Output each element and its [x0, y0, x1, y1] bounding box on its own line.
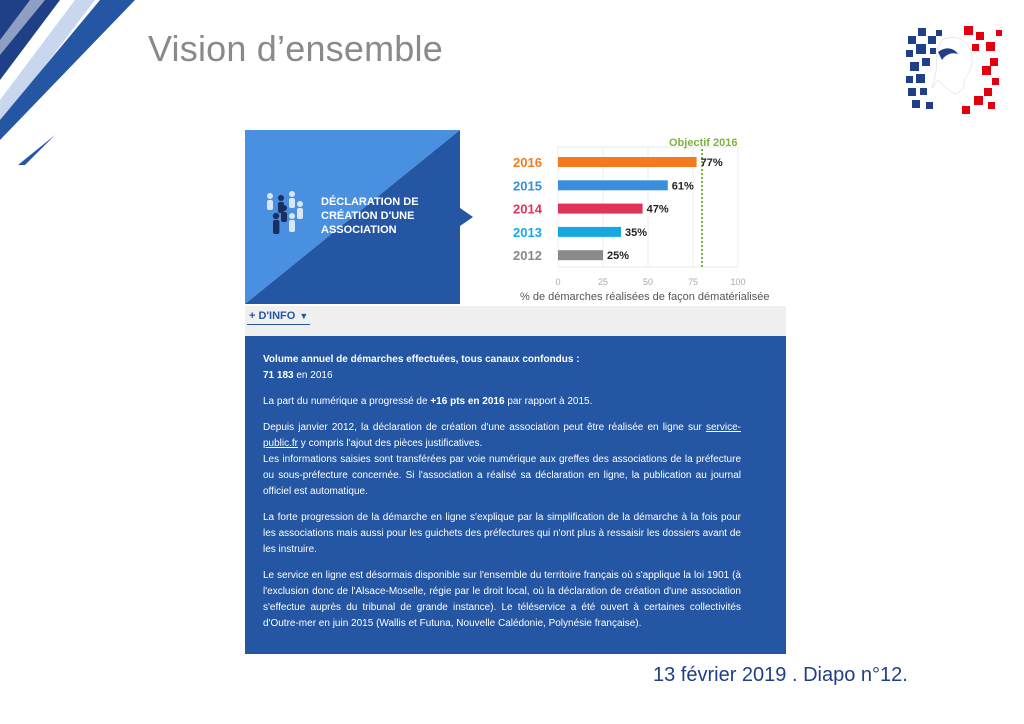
category-label: 2012 — [513, 248, 542, 264]
bar — [558, 180, 668, 190]
progress-text-a: La part du numérique a progressé de — [263, 396, 431, 407]
category-label: 2016 — [513, 155, 542, 170]
x-tick-label: 75 — [687, 277, 699, 287]
online-text-c: Les informations saisies sont transférées par voie numérique aux greffes des associations de la préfecture ou sous-préfecture concernée. Si l'association a réalisé sa déclaration en ligne, la publication au journal officiel est automatique. — [263, 454, 741, 497]
slide-title: Vision d’ensemble — [148, 28, 443, 69]
bar-value-label: 61% — [671, 180, 694, 193]
info-paragraph-volume — [263, 352, 741, 384]
bar — [558, 204, 643, 214]
x-tick-label: 0 — [555, 277, 561, 287]
info-paragraph-progress — [263, 394, 741, 410]
bar-value-label: 77% — [700, 157, 723, 169]
more-info-button-label: + D'INFO — [249, 310, 296, 322]
volume-suffix: en 2016 — [293, 370, 333, 381]
corner-decoration — [0, 0, 150, 170]
progress-highlight: +16 pts en 2016 — [430, 396, 505, 407]
volume-value: 71 183 — [263, 370, 294, 381]
progress-text-c: par rapport à 2015. — [504, 396, 593, 407]
chart-bars — [558, 157, 723, 262]
more-info-button[interactable] — [247, 310, 310, 325]
bar-chart — [505, 135, 785, 307]
bar — [558, 227, 621, 237]
service-public-link[interactable]: service-public.fr — [263, 422, 741, 449]
online-text-a: Depuis janvier 2012, la déclaration de création d'une association peut être réalisée en ligne sur — [263, 422, 706, 433]
info-paragraph-simplification: La forte progression de la démarche en ligne s'explique par la simplification de la démarche à la fois pour les associations mais aussi pour les guichets des préfectures qui n'ont plus à ressaisir les dossiers avant de les instruire. — [263, 512, 741, 555]
info-panel-text — [263, 352, 741, 642]
slide-footer: 13 février 2019 . Diapo n°12. — [653, 664, 908, 686]
bar-value-label: 25% — [607, 250, 630, 263]
bar-value-label: 47% — [646, 203, 669, 216]
service-card-label: DÉCLARATION DE CRÉATION D'UNE ASSOCIATION — [321, 196, 419, 236]
category-label: 2014 — [513, 201, 542, 217]
category-label: 2013 — [513, 224, 542, 240]
x-tick-label: 100 — [730, 277, 746, 287]
info-paragraph-online — [263, 420, 741, 500]
volume-title: Volume annuel de démarches effectuées, tous canaux confondus : — [263, 354, 580, 365]
x-tick-label: 25 — [597, 277, 609, 287]
info-toolbar — [245, 306, 786, 336]
info-paragraph-coverage: Le service en ligne est désormais disponible sur l'ensemble du territoire français où s'applique la loi 1901 (à l'exclusion donc de l'Alsace-Moselle, régie par le droit local, où la déclaration de création d'une association s'effectue auprès du tribunal de grande instance). Le téléservice a été ouvert à certaines collectivités d'Outre-mer en juin 2015 (Wallis et Futuna, Nouvelle Calédonie, Polynésie française). — [263, 570, 741, 629]
online-text-b: y compris l'ajout des pièces justificatives. — [298, 438, 483, 449]
people-group-icon — [262, 190, 306, 240]
bar — [558, 157, 697, 167]
category-label: 2015 — [513, 178, 542, 194]
bar — [558, 250, 603, 260]
x-tick-label: 50 — [642, 277, 654, 287]
bar-value-label: 35% — [625, 226, 648, 239]
target-label: Objectif 2016 — [669, 137, 738, 149]
republic-logo — [902, 22, 1004, 118]
chart-x-axis-label: % de démarches réalisées de façon dématérialisée — [520, 291, 770, 303]
chevron-down-icon: ▼ — [299, 311, 309, 321]
